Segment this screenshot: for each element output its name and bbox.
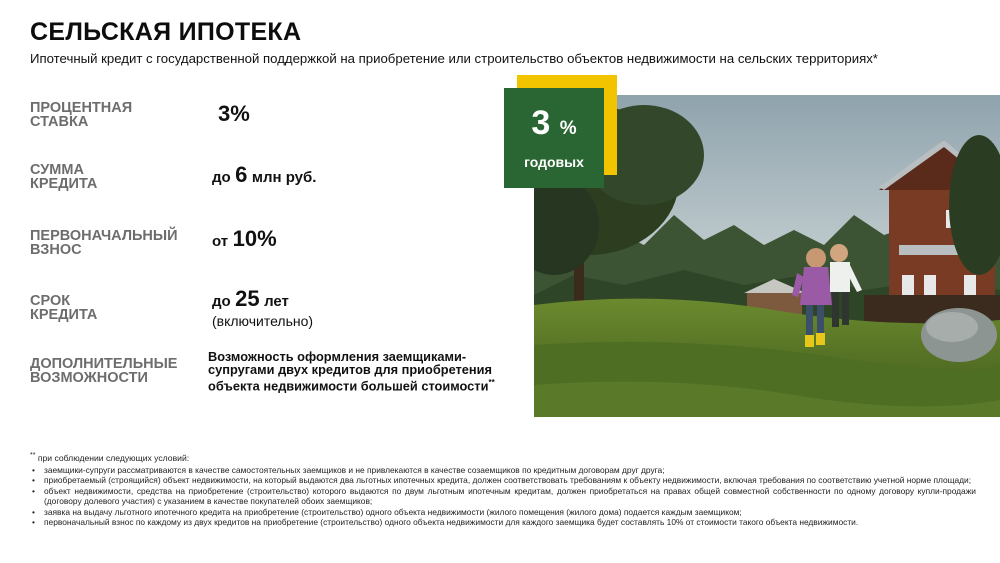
term-suffix: лет: [264, 293, 289, 310]
extra-marker: **: [488, 378, 495, 387]
badge-caption: годовых: [524, 154, 584, 170]
term-prefix: до: [212, 293, 231, 310]
footnote-item: • объект недвижимости, средства на приобретение (строительство) которого выдаются по двум льготным ипотечным кредитам, должен приобретаться на правах общей совместной собственности по одному договору купли-продажи (договору долевого участия) с указанием в качестве покупателей обоих заемщиков;: [30, 486, 976, 507]
extra-label: [30, 357, 177, 385]
amount-label: [30, 163, 97, 191]
term-label-line1: СРОК: [30, 293, 71, 309]
amount-label-line1: СУММА: [30, 162, 84, 178]
page-title: СЕЛЬСКАЯ ИПОТЕКА: [30, 18, 302, 46]
footnote-item: • заемщики-супруги рассматриваются в качестве самостоятельных заемщиков и не привлекаются в качестве созаемщиков по кредитным договорам друг друга;: [30, 465, 976, 475]
term-label: [30, 294, 97, 322]
rate-badge: [504, 88, 604, 188]
rate-label-line1: ПРОЦЕНТНАЯ: [30, 100, 133, 116]
badge-number: 3: [531, 104, 551, 142]
footnote-intro: при соблюдении следующих условий:: [37, 452, 190, 463]
footnote-marker: **: [30, 452, 36, 459]
down-payment-label: [30, 229, 178, 257]
footnote-item: • приобретаемый (строящийся) объект недвижимости, на который выдаются два льготных ипотечных кредита, должен соответствовать требованиям к объекту недвижимости, включая требования по соответствию учетной норме площади;: [30, 475, 976, 485]
rate-value: 3%: [218, 101, 250, 126]
footnote-header: [30, 452, 189, 463]
amount-suffix: млн руб.: [251, 169, 317, 186]
down-payment-label-line2: ВЗНОС: [30, 242, 82, 258]
footnote-list: [30, 465, 976, 527]
down-payment-value-block: [212, 226, 277, 252]
extra-label-line2: ВОЗМОЖНОСТИ: [30, 370, 148, 386]
badge-percent: %: [559, 118, 577, 139]
footnote-item: • первоначальный взнос по каждому из двух кредитов на приобретение (строительство) одного объекта недвижимости для каждого заемщика будет составлять 10% от стоимости такого объекта недвижимости.: [30, 517, 976, 527]
down-payment-label-line1: ПЕРВОНАЧАЛЬНЫЙ: [30, 228, 178, 244]
rate-label: [30, 101, 132, 129]
amount-number: 6: [235, 162, 248, 187]
term-note-block: [212, 313, 313, 331]
rate-value-block: [218, 101, 250, 127]
term-value-block: [212, 286, 289, 312]
page-subtitle: Ипотечный кредит с государственной поддержкой на приобретение или строительство объектов недвижимости на сельских территориях*: [30, 51, 878, 66]
down-payment-prefix: от: [212, 233, 229, 250]
term-label-line2: КРЕДИТА: [30, 307, 98, 323]
amount-value-block: [212, 162, 316, 188]
rate-label-line2: СТАВКА: [30, 114, 89, 130]
down-payment-number: 10%: [232, 226, 277, 251]
footnote-item: • заявка на выдачу льготного ипотечного кредита на приобретение (строительство) одного объекта недвижимости (жилого помещения (жилого дома) подается каждым заемщиком;: [30, 507, 976, 517]
extra-label-line1: ДОПОЛНИТЕЛЬНЫЕ: [30, 356, 178, 372]
extra-text-block: [208, 350, 508, 392]
badge-rate: [504, 104, 604, 148]
term-number: 25: [235, 286, 260, 311]
amount-label-line2: КРЕДИТА: [30, 176, 98, 192]
term-note: (включительно): [212, 313, 314, 329]
extra-text: Возможность оформления заемщиками-супругами двух кредитов для приобретения объекта недвижимости большей стоимости: [208, 349, 492, 394]
amount-prefix: до: [212, 169, 231, 186]
